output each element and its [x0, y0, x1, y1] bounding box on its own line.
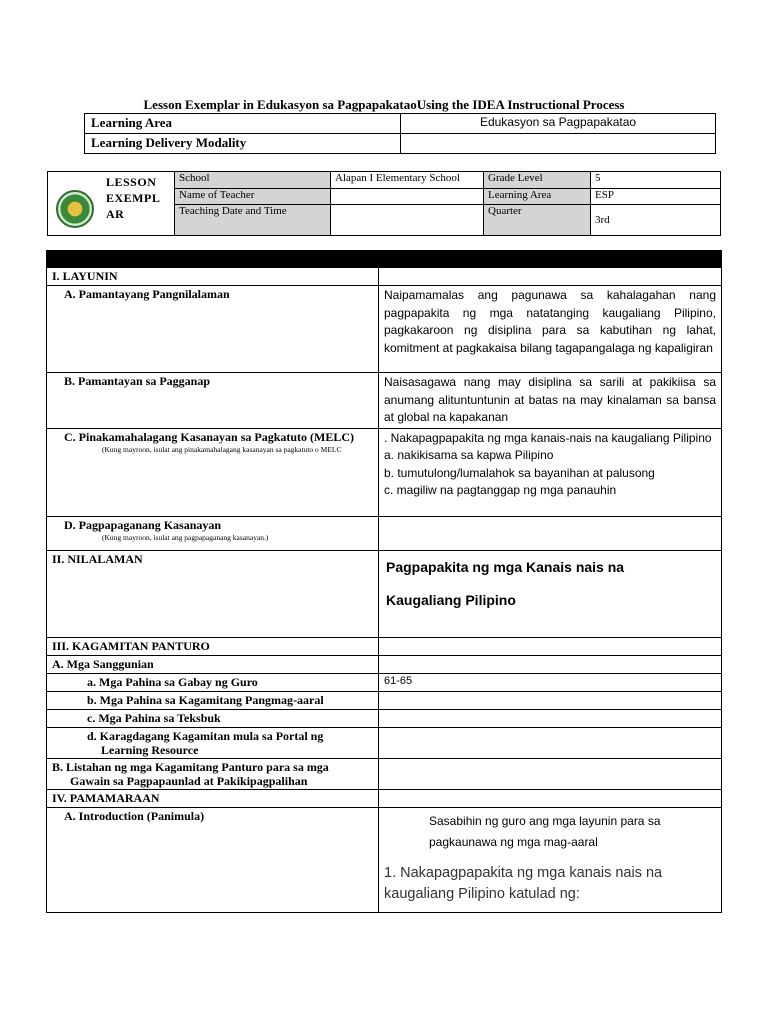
table-row: [47, 550, 722, 637]
melc-line: c. magiliw na pagtanggap ng mga panauhin: [384, 483, 617, 497]
teacher-label: Name of Teacher: [175, 188, 331, 205]
table-row: [47, 807, 722, 912]
date-label: Teaching Date and Time: [175, 205, 331, 236]
portal-resource-label: d. Karagdagang Kagamitan mula sa Portal ng Learning Resource: [47, 727, 379, 758]
lesson-line-3: AR: [106, 207, 125, 221]
layunin-c-value: [379, 428, 722, 516]
table-row: [47, 673, 722, 691]
introduction-item-line: kaugaliang Pilipino katulad ng:: [384, 885, 580, 902]
page-title: Lesson Exemplar in Edukasyon sa PagpapakataoUsing the IDEA Instructional Process: [143, 97, 625, 112]
table-row: [47, 268, 722, 286]
lesson-line-2: EXEMPL: [106, 191, 161, 205]
layunin-heading: I. LAYUNIN: [47, 268, 379, 286]
quarter-label: Quarter: [484, 205, 591, 236]
nilalaman-line: Pagpapakita ng mga Kanais nais na: [386, 558, 625, 575]
lesson-exemplar-label: [106, 174, 160, 222]
lesson-line-1: LESSON: [106, 175, 157, 189]
layunin-b-label: B. Pamantayan sa Pagganap: [47, 373, 379, 429]
layunin-a-label: A. Pamantayang Pangnilalaman: [47, 286, 379, 373]
introduction-say-line: pagkaunawa ng mga mag-aaral: [429, 834, 598, 849]
school-label: School: [175, 172, 331, 189]
pamamaraan-heading: IV. PAMAMARAAN: [47, 789, 379, 807]
table-row: [47, 758, 722, 789]
kagamitan-heading: III. KAGAMITAN PANTURO: [47, 637, 379, 655]
grade-level-label: Grade Level: [484, 172, 591, 189]
layunin-d-note: (Kung mayroon, isulat ang pagpapaganang kasanayan.): [102, 532, 269, 542]
quarter-value: 3rd: [591, 205, 721, 236]
table-row: [47, 637, 722, 655]
table-row: [47, 373, 722, 429]
teacher-value: [331, 188, 484, 205]
table-row: [47, 655, 722, 673]
layunin-d-cell: [47, 516, 379, 550]
introduction-label: A. Introduction (Panimula): [47, 807, 379, 912]
introduction-item-line: 1. Nakapagpapakita ng mga kanais nais na: [384, 864, 663, 881]
date-value: [331, 205, 484, 236]
layunin-c-label: C. Pinakamahalagang Kasanayan sa Pagkatuto (MELC): [64, 429, 355, 444]
introduction-say-line: Sasabihin ng guro ang mga layunin para sa: [429, 813, 661, 828]
table-row: [47, 286, 722, 373]
nilalaman-value: [379, 550, 722, 637]
table-row: [47, 516, 722, 550]
layunin-b-value: Naisasagawa nang may disiplina sa sarili at pakikiisa sa anumang alituntuntunin at batas na may kinalaman sa bansa at global na kapakanan: [379, 373, 722, 429]
learning-area-value: Edukasyon sa Pagpapakatao: [401, 114, 716, 134]
lesson-plan-table: [46, 250, 722, 913]
layunin-a-value: Naipamamalas ang pagunawa sa kahalagahan nang pagpapakita ng mga natatanging kaugaliang Pilipino, pagkakaroon ng disiplina para sa kabutihan ng lahat, komitment at pagkakaisa bilang tagapangalaga ng kapaligiran: [379, 286, 722, 373]
modality-value: [401, 134, 716, 154]
table-row: [47, 727, 722, 758]
modality-label: Learning Delivery Modality: [85, 134, 401, 154]
area-value: ESP: [591, 188, 721, 205]
table-row: [47, 691, 722, 709]
introduction-value: [379, 807, 722, 912]
layunin-c-note: (Kung mayroon, isulat ang pinakamahalagang kasanayan sa pagkatuto o MELC: [102, 444, 342, 454]
nilalaman-line: Kaugaliang Pilipino: [386, 591, 516, 608]
gabay-guro-label: a. Mga Pahina sa Gabay ng Guro: [47, 673, 379, 691]
lesson-info-table: [47, 171, 721, 236]
table-row: [47, 428, 722, 516]
school-value: Alapan I Elementary School: [331, 172, 484, 189]
area-label: Learning Area: [484, 188, 591, 205]
melc-line: a. nakikisama sa kapwa Pilipino: [384, 448, 554, 462]
layunin-d-label: D. Pagpapaganang Kasanayan: [64, 517, 222, 532]
logo-cell: [48, 172, 175, 236]
gabay-guro-value: 61-65: [379, 673, 722, 691]
table-row: [47, 789, 722, 807]
grade-level-value: 5: [591, 172, 721, 189]
teksbuk-label: c. Mga Pahina sa Teksbuk: [47, 709, 379, 727]
kagamitang-pangmag-aaral-label: b. Mga Pahina sa Kagamitang Pangmag-aaral: [47, 691, 379, 709]
table-header-bar: [47, 251, 722, 268]
deped-seal-icon: [56, 190, 94, 228]
learning-area-label: Learning Area: [85, 114, 401, 134]
nilalaman-heading: II. NILALAMAN: [47, 550, 379, 637]
header-table: [84, 113, 716, 154]
melc-line: b. tumutulong/lumalahok sa bayanihan at palusong: [384, 465, 655, 480]
listahan-kagamitan-label: B. Listahan ng mga Kagamitang Panturo para sa mga Gawain sa Pagpapaunlad at Pakikipagpalihan: [47, 758, 379, 789]
sanggunian-label: A. Mga Sanggunian: [47, 655, 379, 673]
layunin-c-cell: [47, 428, 379, 516]
melc-line: . Nakapagpapakita ng mga kanais-nais na kaugaliang Pilipino: [384, 430, 712, 445]
table-row: [47, 709, 722, 727]
